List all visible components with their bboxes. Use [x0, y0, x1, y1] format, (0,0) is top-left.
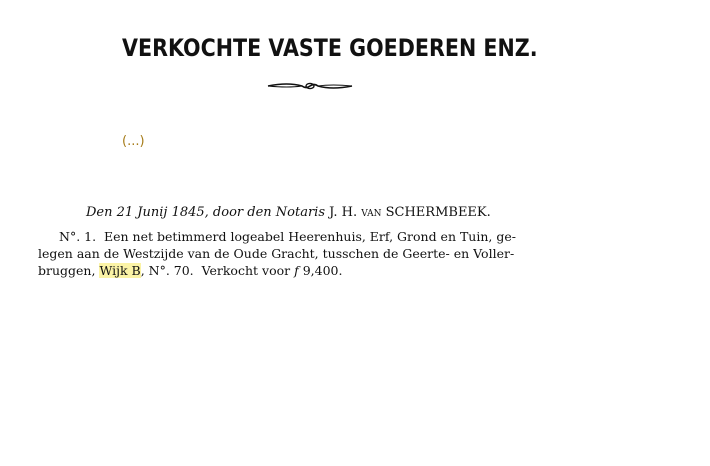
page-heading: VERKOCHTE VASTE GOEDEREN ENZ. [122, 34, 538, 62]
highlighted-location[interactable]: Wijk B [99, 263, 141, 278]
sold-label: Verkocht voor [201, 263, 291, 278]
notary-name: van SCHERMBEEK. [361, 205, 491, 220]
lot-house-number: , N°. 70. [140, 263, 194, 278]
currency-symbol: f [294, 263, 299, 278]
omission-marker: (...) [122, 134, 145, 149]
notary-initials: J. H. [329, 205, 358, 220]
lot-line-1 [38, 228, 578, 245]
lot-line-3 [38, 262, 578, 279]
lot-line-2: legen aan de Westzijde van de Oude Gracht, tusschen de Geerte- en Voller- [38, 246, 515, 261]
lot-entry [38, 228, 578, 279]
lot-line-3-prefix: bruggen, [38, 263, 96, 278]
sale-date: Den 21 Junij 1845 [86, 205, 205, 220]
ornament-divider-icon [266, 80, 354, 92]
lot-number: N°. 1. [59, 229, 97, 244]
sale-by-notary: , door den Notaris [204, 205, 325, 220]
sale-price: 9,400. [302, 263, 343, 278]
lot-description-1: Een net betimmerd logeabel Heerenhuis, Erf, Grond en Tuin, ge- [104, 229, 516, 244]
sale-header [86, 205, 491, 220]
